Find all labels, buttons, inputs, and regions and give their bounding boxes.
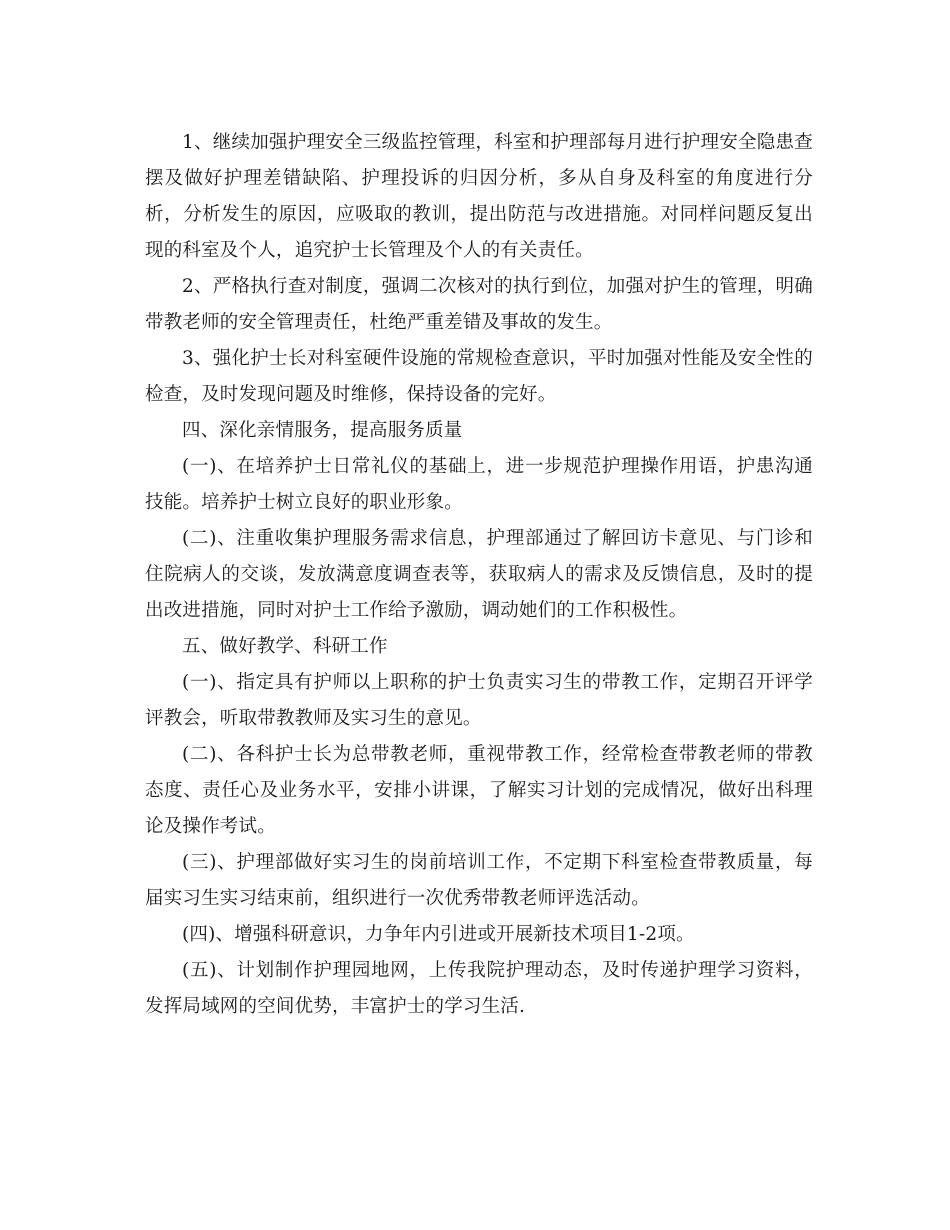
paragraph-5-5: (五)、计划制作护理园地网，上传我院护理动态，及时传递护理学习资料，发挥局域网的空间优势，丰富护士的学习生活. xyxy=(145,960,813,1017)
paragraph-item-1: 1、继续加强护理安全三级监控管理，科室和护理部每月进行护理安全隐患查摆及做好护理差错缺陷、护理投诉的归因分析，多从自身及科室的角度进行分析，分析发生的原因，应吸取的教训，提出防范与改进措施。对同样问题反复出现的科室及个人，追究护士长管理及个人的有关责任。 xyxy=(145,132,813,261)
paragraph-4-1: (一)、在培养护士日常礼仪的基础上，进一步规范护理操作用语，护患沟通技能。培养护士树立良好的职业形象。 xyxy=(145,456,813,513)
paragraph-5-1: (一)、指定具有护师以上职称的护士负责实习生的带教工作，定期召开评学评教会，听取带教教师及实习生的意见。 xyxy=(145,672,813,729)
section-heading-4: 四、深化亲情服务，提高服务质量 xyxy=(182,420,463,441)
paragraph-5-2: (二)、各科护士长为总带教老师，重视带教工作，经常检查带教老师的带教态度、责任心及业务水平，安排小讲课，了解实习计划的完成情况，做好出科理论及操作考试。 xyxy=(145,744,813,837)
paragraph-item-3: 3、强化护士长对科室硬件设施的常规检查意识，平时加强对性能及安全性的检查，及时发现问题及时维修，保持设备的完好。 xyxy=(145,348,813,405)
paragraph-5-4: (四)、增强科研意识，力争年内引进或开展新技术项目1-2项。 xyxy=(182,924,695,945)
paragraph-5-3: (三)、护理部做好实习生的岗前培训工作，不定期下科室检查带教质量，每届实习生实习结束前，组织进行一次优秀带教老师评选活动。 xyxy=(145,852,813,909)
document-body xyxy=(145,125,813,1025)
section-heading-5: 五、做好教学、科研工作 xyxy=(182,636,388,657)
paragraph-item-2: 2、严格执行查对制度，强调二次核对的执行到位，加强对护生的管理，明确带教老师的安全管理责任，杜绝严重差错及事故的发生。 xyxy=(145,276,813,333)
paragraph-4-2: (二)、注重收集护理服务需求信息，护理部通过了解回访卡意见、与门诊和住院病人的交谈，发放满意度调查表等，获取病人的需求及反馈信息，及时的提出改进措施，同时对护士工作给予激励，调动她们的工作积极性。 xyxy=(145,528,813,621)
